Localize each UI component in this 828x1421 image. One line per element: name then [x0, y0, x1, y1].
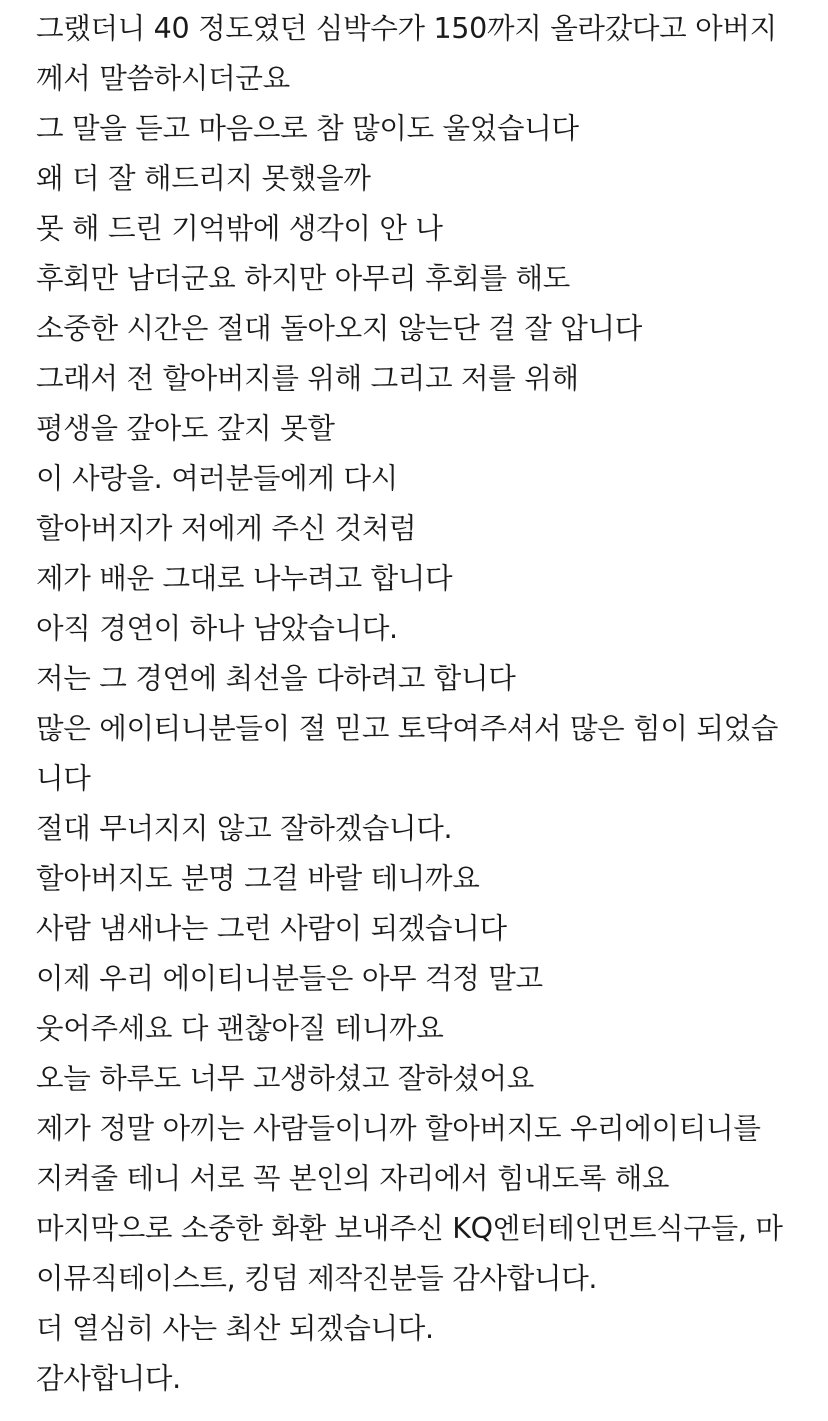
text-line: 감사합니다. [36, 1362, 181, 1395]
text-line: 이제 우리 에이티니분들은 아무 걱정 말고 [36, 962, 543, 995]
text-line: 더 열심히 사는 최산 되겠습니다. [36, 1312, 434, 1345]
text-line: 지켜줄 테니 서로 꼭 본인의 자리에서 힘내도록 해요 [36, 1162, 670, 1195]
text-line: 아직 경연이 하나 남았습니다. [36, 612, 398, 645]
text-line: 제가 배운 그대로 나누려고 합니다 [36, 562, 453, 595]
text-line: 왜 더 잘 해드리지 못했을까 [36, 162, 371, 195]
text-line: 제가 정말 아끼는 사람들이니까 할아버지도 우리에이티니를 [36, 1112, 761, 1145]
text-line: 할아버지가 저에게 주신 것처럼 [36, 512, 417, 545]
text-line: 못 해 드린 기억밖에 생각이 안 나 [36, 212, 443, 245]
text-line: 니다 [36, 762, 91, 795]
text-line: 그랬더니 40 정도였던 심박수가 150까지 올라갔다고 아버지 [36, 12, 777, 45]
text-line: 마지막으로 소중한 화환 보내주신 KQ엔터테인먼트식구들, 마 [36, 1212, 783, 1245]
text-line: 사람 냄새나는 그런 사람이 되겠습니다 [36, 912, 507, 945]
text-line: 많은 에이티니분들이 절 믿고 토닥여주셔서 많은 힘이 되었습 [36, 712, 779, 745]
text-line: 께서 말씀하시더군요 [36, 62, 290, 95]
text-line: 이뮤직테이스트, 킹덤 제작진분들 감사합니다. [36, 1262, 598, 1295]
text-line: 평생을 갚아도 갚지 못할 [36, 412, 335, 445]
text-line: 오늘 하루도 너무 고생하셨고 잘하셨어요 [36, 1062, 534, 1095]
text-line: 이 사랑을. 여러분들에게 다시 [36, 462, 398, 495]
text-line: 웃어주세요 다 괜찮아질 테니까요 [36, 1012, 444, 1045]
text-line: 저는 그 경연에 최선을 다하려고 합니다 [36, 662, 516, 695]
text-line: 그 말을 듣고 마음으로 참 많이도 울었습니다 [36, 112, 579, 145]
text-line: 할아버지도 분명 그걸 바랄 테니까요 [36, 862, 480, 895]
text-line: 소중한 시간은 절대 돌아오지 않는단 걸 잘 압니다 [36, 312, 642, 345]
text-line: 절대 무너지지 않고 잘하겠습니다. [36, 812, 453, 845]
text-line: 후회만 남더군요 하지만 아무리 후회를 해도 [36, 262, 570, 295]
text-line: 그래서 전 할아버지를 위해 그리고 저를 위해 [36, 362, 579, 395]
